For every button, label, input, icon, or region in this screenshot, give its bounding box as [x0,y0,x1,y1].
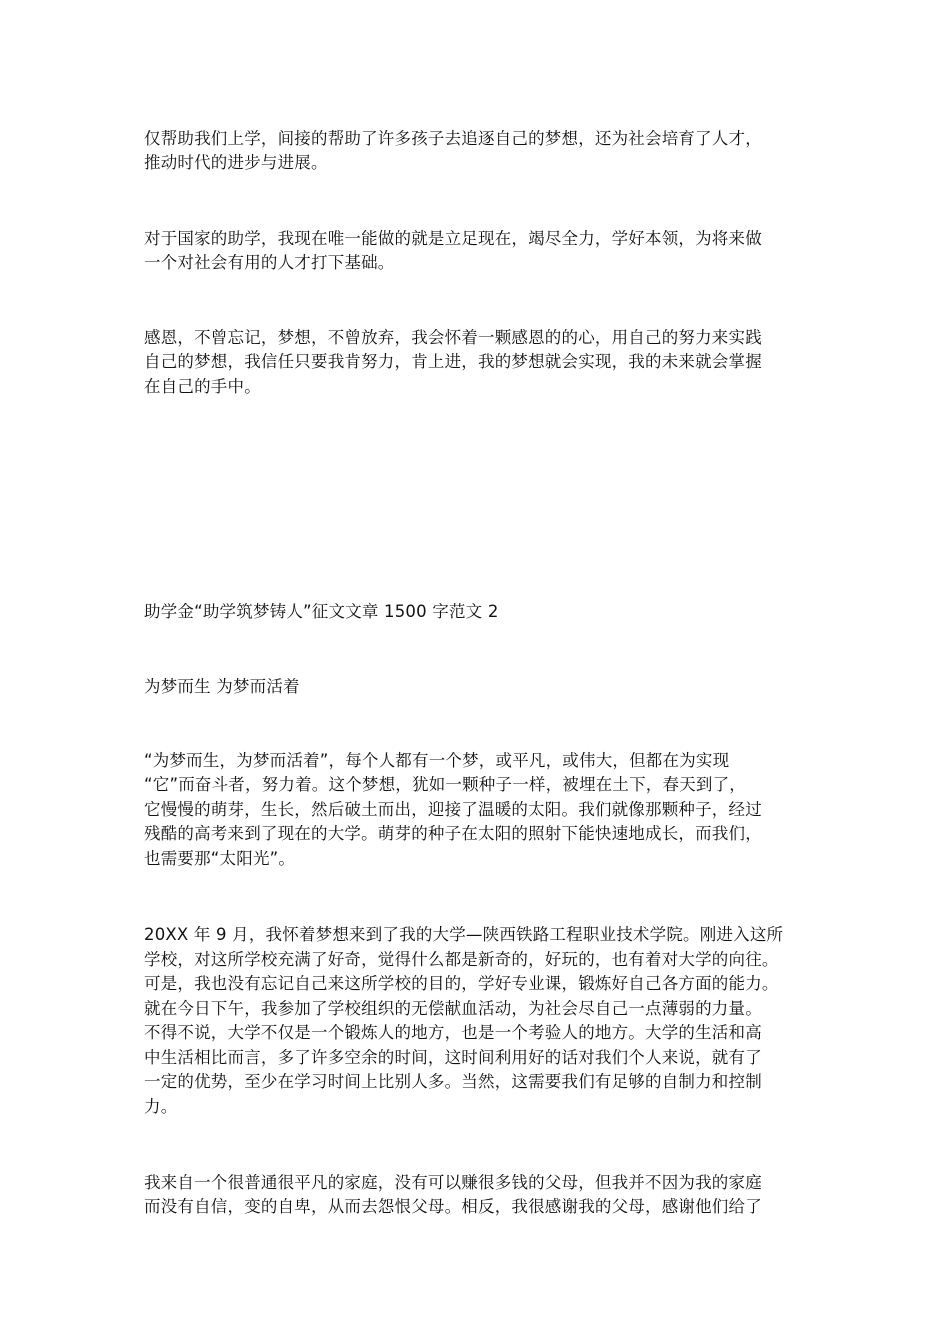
text-line: 仅帮助我们上学，间接的帮助了许多孩子去追逐自己的梦想，还为社会培育了人才， [144,129,762,148]
text-line: 残酷的高考来到了现在的大学。萌芽的种子在太阳的照射下能快速地成长，而我们， [144,824,762,843]
article-title-line: 助学金“助学筑梦铸人”征文文章 1500 字范文 2 [144,602,499,621]
text-line: “为梦而生，为梦而活着”，每个人都有一个梦，或平凡，或伟大，但都在为实现 [144,751,730,770]
text-line: “它”而奋斗者，努力着。这个梦想，犹如一颗种子一样，被埋在土下，春天到了， [144,775,746,794]
text-line: 而没有自信，变的自卑，从而去怨恨父母。相反，我很感谢我的父母，感谢他们给了 [144,1197,762,1216]
text-line: 推动时代的进步与进展。 [144,153,328,172]
text-line: 感恩，不曾忘记，梦想，不曾放弃，我会怀着一颗感恩的的心，用自己的努力来实践 [144,328,762,347]
text-line: 在自己的手中。 [144,377,261,396]
text-line: 对于国家的助学，我现在唯一能做的就是立足现在，竭尽全力，学好本领，为将来做 [144,229,762,248]
text-line: 就在今日下午，我参加了学校组织的无偿献血活动，为社会尽自己一点薄弱的力量。 [144,999,762,1018]
article-subtitle-line: 为梦而生 为梦而活着 [144,677,300,696]
text-line: 不得不说，大学不仅是一个锻炼人的地方，也是一个考验人的地方。大学的生活和高 [144,1023,762,1042]
text-line: 20XX 年 9 月，我怀着梦想来到了我的大学—陕西铁路工程职业技术学院。刚进入这所 [144,925,784,944]
text-line: 我来自一个很普通很平凡的家庭，没有可以赚很多钱的父母，但我并不因为我的家庭 [144,1173,762,1192]
text-line: 一定的优势，至少在学习时间上比别人多。当然，这需要我们有足够的自制力和控制 [144,1072,762,1091]
text-line: 中生活相比而言，多了许多空余的时间，这时间利用好的话对我们个人来说，就有了 [144,1048,762,1067]
text-line: 也需要那“太阳光”。 [144,849,296,868]
text-line: 学校，对这所学校充满了好奇，觉得什么都是新奇的，好玩的，也有着对大学的向往。 [144,950,779,969]
text-line: 力。 [144,1097,178,1116]
text-line: 自己的梦想，我信任只要我肯努力，肯上进，我的梦想就会实现，我的未来就会掌握 [144,352,762,371]
text-line: 它慢慢的萌芽，生长，然后破土而出，迎接了温暖的太阳。我们就像那颗种子，经过 [144,800,762,819]
text-line: 可是，我也没有忘记自己来这所学校的目的，学好专业课，锻炼好自己各方面的能力。 [144,974,779,993]
text-line: 一个对社会有用的人才打下基础。 [144,253,395,272]
